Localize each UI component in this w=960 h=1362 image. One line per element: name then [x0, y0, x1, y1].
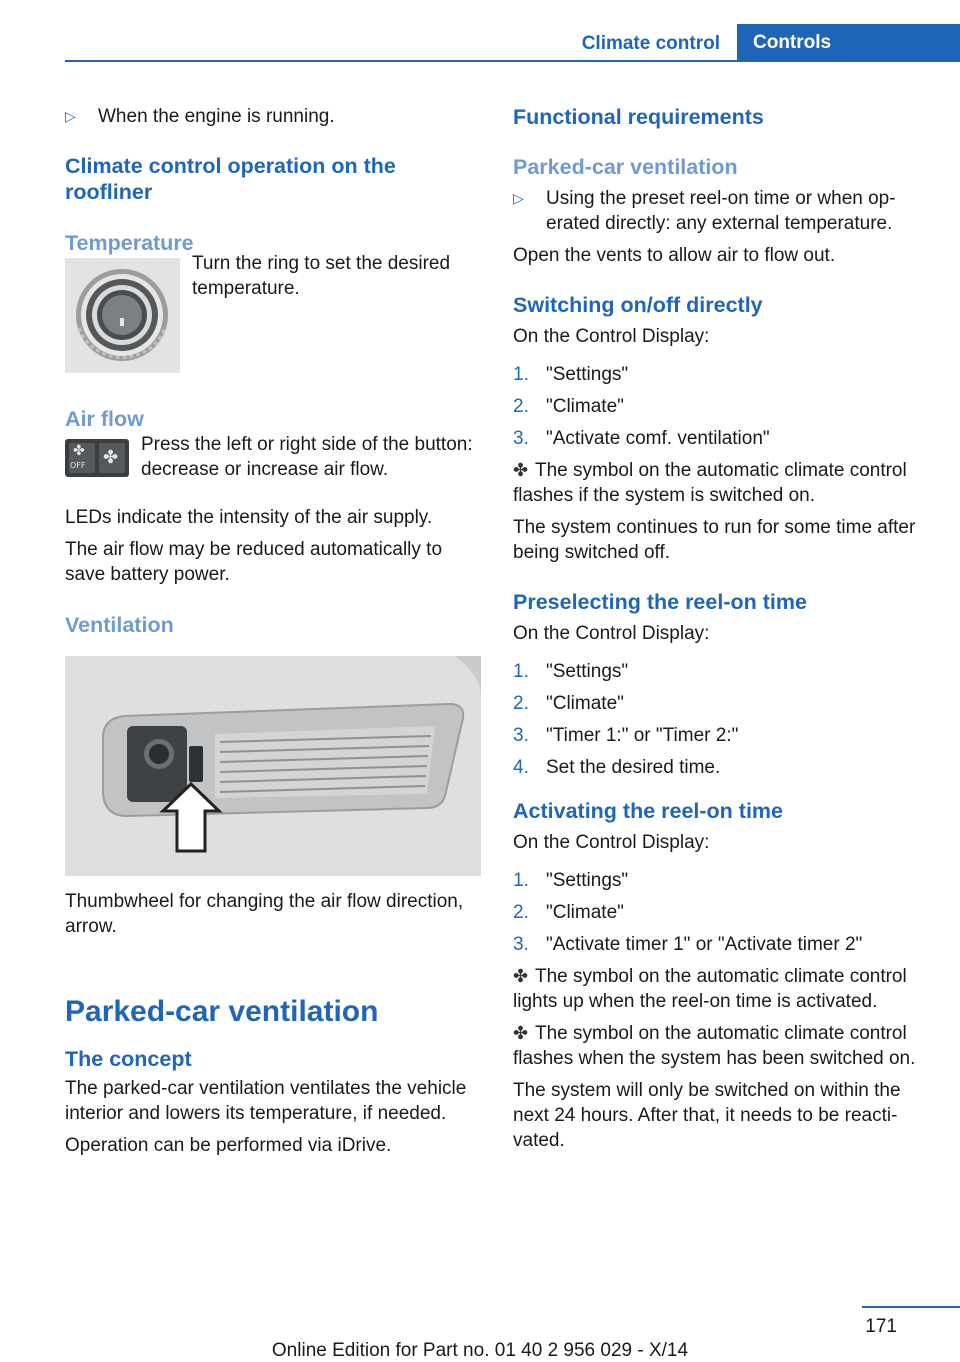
- air-flow-button-image: [65, 439, 129, 477]
- footer-edition: Online Edition for Part no. 01 40 2 956 029 - X/14: [271, 1340, 689, 1361]
- list-text: "Climate": [546, 396, 624, 417]
- heading-roofliner: Climate control operation on the roofliner: [65, 154, 396, 204]
- ventilation-caption: Thumbwheel for changing the air flow direction, arrow.: [65, 891, 464, 937]
- continues-text: The system continues to run for some time after being switched off.: [513, 517, 916, 563]
- list-number: 2.: [513, 396, 529, 417]
- list-number: 3.: [513, 725, 529, 746]
- list-text: "Climate": [546, 902, 624, 923]
- ventilation-image: [65, 656, 481, 876]
- header-rule: [65, 60, 960, 62]
- temperature-ring-image: [65, 258, 180, 373]
- steps-list-preselecting: [513, 659, 925, 780]
- page-number: 171: [865, 1316, 897, 1337]
- list-item: [513, 426, 925, 451]
- on-control-display-2: On the Control Display:: [513, 623, 710, 644]
- fan-icon: ✤: [513, 1023, 529, 1043]
- list-number: 2.: [513, 693, 529, 714]
- heading-functional-requirements: Functional requirements: [513, 105, 764, 129]
- steps-list-switching: [513, 362, 925, 451]
- fan-icon: ✤: [513, 460, 529, 480]
- heading-concept: The concept: [65, 1047, 192, 1071]
- list-text: "Activate comf. ventilation": [546, 428, 770, 449]
- fan-icon: ✤: [73, 442, 85, 458]
- right-column: [513, 100, 925, 1153]
- list-number: 1.: [513, 661, 529, 682]
- list-number: 4.: [513, 757, 529, 778]
- header-section-title: Climate control: [581, 33, 720, 54]
- footer-rule: [862, 1306, 960, 1308]
- list-text: "Settings": [546, 870, 629, 891]
- heading-parked-car-sub: Parked-car ventilation: [513, 155, 738, 179]
- list-text: "Timer 1:" or "Timer 2:": [546, 725, 739, 746]
- steps-list-activating: [513, 868, 925, 957]
- list-item: [513, 394, 925, 419]
- list-item: [513, 723, 925, 748]
- list-item: [513, 900, 925, 925]
- heading-ventilation: Ventilation: [65, 613, 174, 637]
- paragraph-text: The symbol on the automatic climate control flashes when the system has been switched on.: [513, 1023, 916, 1069]
- battery-text: The air flow may be reduced automatically to save battery power.: [65, 539, 443, 585]
- list-item: [513, 659, 925, 684]
- list-number: 1.: [513, 870, 529, 891]
- on-control-display-3: On the Control Display:: [513, 832, 710, 853]
- symbol-lights-text: [513, 964, 925, 1014]
- list-item: [513, 932, 925, 957]
- heading-parked-car-ventilation: Parked-car ventilation: [65, 995, 379, 1028]
- symbol-flashes-on-text: [513, 1021, 925, 1071]
- list-text: Set the desired time.: [546, 757, 721, 778]
- leds-text: LEDs indicate the intensity of the air supply.: [65, 507, 433, 528]
- list-number: 1.: [513, 364, 529, 385]
- list-item: [513, 691, 925, 716]
- on-control-display-1: On the Control Display:: [513, 326, 710, 347]
- header-tab: Controls: [737, 24, 960, 62]
- triangle-right-icon: ▷: [513, 190, 524, 206]
- bullet-text: When the engine is running.: [98, 106, 335, 127]
- triangle-right-icon: ▷: [65, 108, 76, 124]
- paragraph-text: The symbol on the automatic climate control flashes if the system is switched on.: [513, 460, 907, 506]
- open-vents-text: Open the vents to allow air to flow out.: [513, 245, 836, 266]
- heading-preselecting: Preselecting the reel-on time: [513, 590, 807, 614]
- bullet-text: Using the preset reel-on time or when operated directly: any external temperature.: [546, 188, 896, 234]
- list-number: 3.: [513, 934, 529, 955]
- list-text: "Settings": [546, 661, 629, 682]
- list-item: [513, 362, 925, 387]
- list-number: 3.: [513, 428, 529, 449]
- heading-temperature: Temperature: [65, 231, 194, 255]
- list-text: "Climate": [546, 693, 624, 714]
- left-column: [65, 100, 481, 1158]
- symbol-flashes-text: [513, 458, 925, 508]
- list-number: 2.: [513, 902, 529, 923]
- paragraph-text: The symbol on the automatic climate control lights up when the reel-on time is activated.: [513, 966, 907, 1012]
- list-item: [513, 868, 925, 893]
- fan-icon: ✤: [513, 966, 529, 986]
- heading-air-flow: Air flow: [65, 407, 144, 431]
- air-flow-text: Press the left or right side of the button: decrease or increase air flow.: [141, 434, 473, 480]
- temperature-text: Turn the ring to set the desired temperature.: [192, 253, 451, 299]
- bullet-preset: [513, 186, 925, 236]
- bullet-engine-running: [65, 104, 481, 129]
- idrive-text: Operation can be performed via iDrive.: [65, 1135, 392, 1156]
- list-item: [513, 755, 925, 780]
- list-text: "Settings": [546, 364, 629, 385]
- list-text: "Activate timer 1" or "Activate timer 2": [546, 934, 863, 955]
- concept-text: The parked-car ventilation ventilates the vehicle interior and lowers its temperature, if needed.: [65, 1078, 467, 1124]
- heading-switching: Switching on/off directly: [513, 293, 763, 317]
- fan-icon: ✤: [103, 447, 119, 467]
- off-label: OFF: [70, 461, 86, 470]
- only-24-hours-text: The system will only be switched on within the next 24 hours. After that, it needs to be reactivated.: [513, 1080, 901, 1151]
- heading-activating: Activating the reel-on time: [513, 799, 783, 823]
